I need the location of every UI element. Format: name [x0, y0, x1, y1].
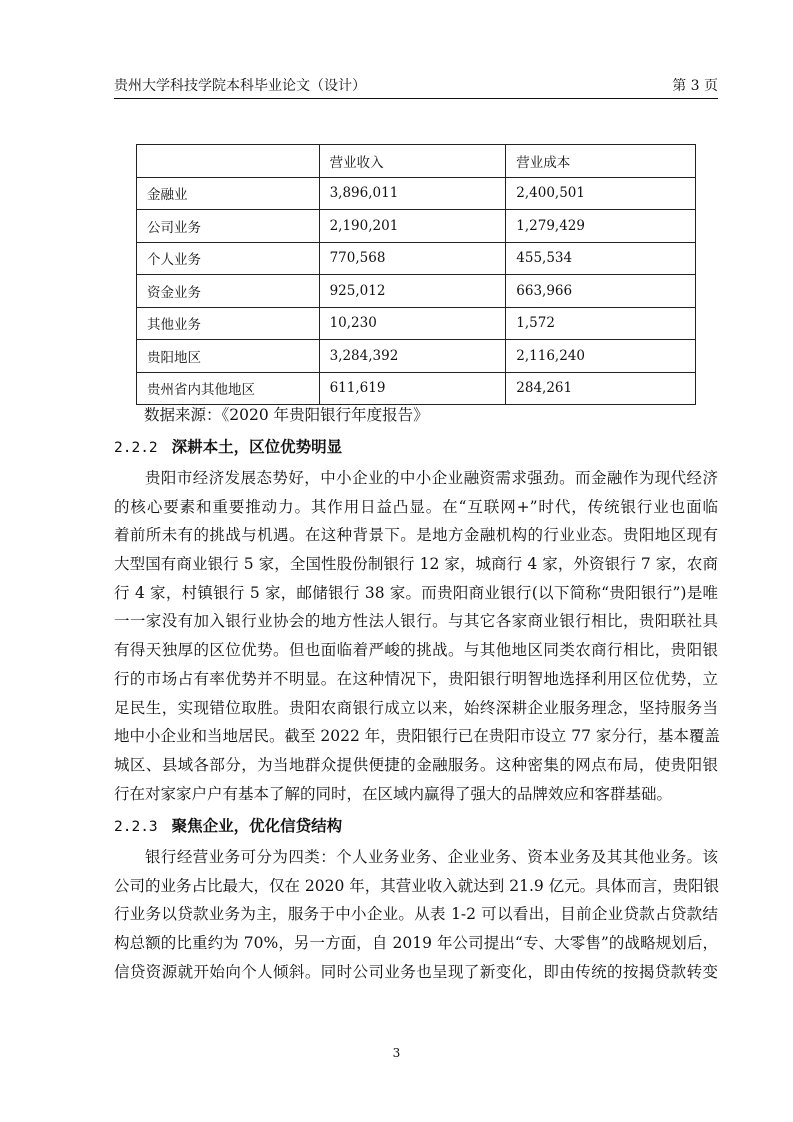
- paragraph-line: 的核心要素和重要推动力。其作用日益凸显。在“互联网+”时代，传统银行业也面临: [114, 497, 718, 516]
- table-cell-revenue: 10,230: [319, 307, 506, 340]
- table-cell-category: 贵阳地区: [137, 340, 320, 373]
- table-cell-revenue: 3,896,011: [319, 177, 506, 210]
- table-cell-revenue: 925,012: [319, 275, 506, 308]
- table-header-cell: 营业成本: [506, 145, 696, 178]
- table-cell-category: 个人业务: [137, 242, 320, 275]
- table-cell-revenue: 2,190,201: [319, 210, 506, 243]
- table-cell-cost: 663,966: [506, 275, 696, 308]
- table-data-source: 数据来源：《2020 年贵阳银行年度报告》: [144, 406, 429, 424]
- paragraph-line: 着前所未有的挑战与机遇。在这种背景下。是地方金融机构的行业业态。贵阳地区现有: [114, 526, 718, 545]
- table-header-cell: [137, 145, 320, 178]
- paragraph-line: 有得天独厚的区位优势。但也面临着严峻的挑战。与其他地区同类农商行相比，贵阳银: [114, 641, 718, 660]
- table-row: [137, 307, 696, 340]
- paragraph-2-2-2: [114, 464, 718, 808]
- paragraph-line: 构总额的比重约为 70%，另一方面，自 2019 年公司提出“专、大零售”的战略规划后，: [114, 934, 718, 953]
- paragraph-line: 一一家没有加入银行业协会的地方性法人银行。与其它各家商业银行相比，贵阳联社具: [114, 612, 718, 631]
- paragraph-line: 信贷资源就开始向个人倾斜。同时公司业务也呈现了新变化，即由传统的按揭贷款转变: [114, 962, 718, 981]
- page-header: [114, 76, 718, 99]
- table-cell-cost: 284,261: [506, 372, 696, 405]
- paragraph-line: 行业务以贷款业务为主，服务于中小企业。从表 1-2 可以看出，目前企业贷款占贷款结: [114, 905, 718, 924]
- thesis-header-title: 贵州大学科技学院本科毕业论文（设计）: [114, 78, 366, 94]
- table-cell-cost: 2,116,240: [506, 340, 696, 373]
- paragraph-2-2-3: [114, 843, 718, 986]
- table-header-cell: 营业收入: [319, 145, 506, 178]
- table-cell-category: 公司业务: [137, 210, 320, 243]
- paragraph-line: 地中小企业和当地居民。截至 2022 年，贵阳银行已在贵阳市设立 77 家分行，基本覆盖: [114, 727, 720, 746]
- section-heading-2-2-2: [114, 436, 342, 459]
- section-number: 2.2.3: [114, 819, 158, 835]
- table-cell-cost: 1,279,429: [506, 210, 696, 243]
- table-row: [137, 210, 696, 243]
- paragraph-line: 城区、县域各部分，为当地群众提供便捷的金融服务。这种密集的网点布局，使贵阳银: [114, 755, 718, 774]
- table-cell-cost: 1,572: [506, 307, 696, 340]
- table-cell-revenue: 770,568: [319, 242, 506, 275]
- table-cell-cost: 2,400,501: [506, 177, 696, 210]
- paragraph-line: 行在对家家户户有基本了解的同时，在区域内赢得了强大的品牌效应和客群基础。: [114, 784, 673, 803]
- table-row: [137, 275, 696, 308]
- table-cell-category: 资金业务: [137, 275, 320, 308]
- header-page-label: 第 3 页: [672, 78, 718, 94]
- revenue-cost-table: [136, 144, 696, 405]
- paragraph-line: 公司的业务占比最大，仅在 2020 年，其营业收入就达到 21.9 亿元。具体而言，贵阳银: [114, 876, 720, 895]
- table-cell-cost: 455,534: [506, 242, 696, 275]
- paragraph-line: 大型国有商业银行 5 家，全国性股份制银行 12 家，城商行 4 家，外资银行 7 家，农商: [114, 555, 718, 574]
- section-heading-2-2-3: [114, 815, 342, 838]
- table-row: [137, 372, 696, 405]
- page-number: 3: [392, 1046, 401, 1060]
- table-row: [137, 340, 696, 373]
- section-number: 2.2.2: [114, 440, 158, 456]
- paragraph-line: 银行经营业务可分为四类：个人业务业务、企业业务、资本业务及其其他业务。该: [145, 848, 718, 866]
- table-cell-category: 其他业务: [137, 307, 320, 340]
- table-cell-category: 贵州省内其他地区: [137, 372, 320, 405]
- table-cell-revenue: 611,619: [319, 372, 506, 405]
- table-cell-category: 金融业: [137, 177, 320, 210]
- table-row: [137, 177, 696, 210]
- table-header-row: [137, 145, 696, 178]
- paragraph-line: 行 4 家，村镇银行 5 家，邮储银行 38 家。而贵阳商业银行(以下简称“贵阳银行”)是唯: [114, 583, 718, 602]
- section-title: 聚焦企业，优化信贷结构: [171, 816, 343, 835]
- section-title: 深耕本土，区位优势明显: [171, 437, 343, 456]
- paragraph-line: 行的市场占有率优势并不明显。在这种情况下，贵阳银行明智地选择利用区位优势，立: [114, 669, 718, 688]
- paragraph-line: 足民生，实现错位取胜。贵阳农商银行成立以来，始终深耕企业服务理念，坚持服务当: [114, 698, 718, 717]
- paragraph-line: 贵阳市经济发展态势好，中小企业的中小企业融资需求强劲。而金融作为现代经济: [145, 469, 718, 487]
- table-cell-revenue: 3,284,392: [319, 340, 506, 373]
- table-row: [137, 242, 696, 275]
